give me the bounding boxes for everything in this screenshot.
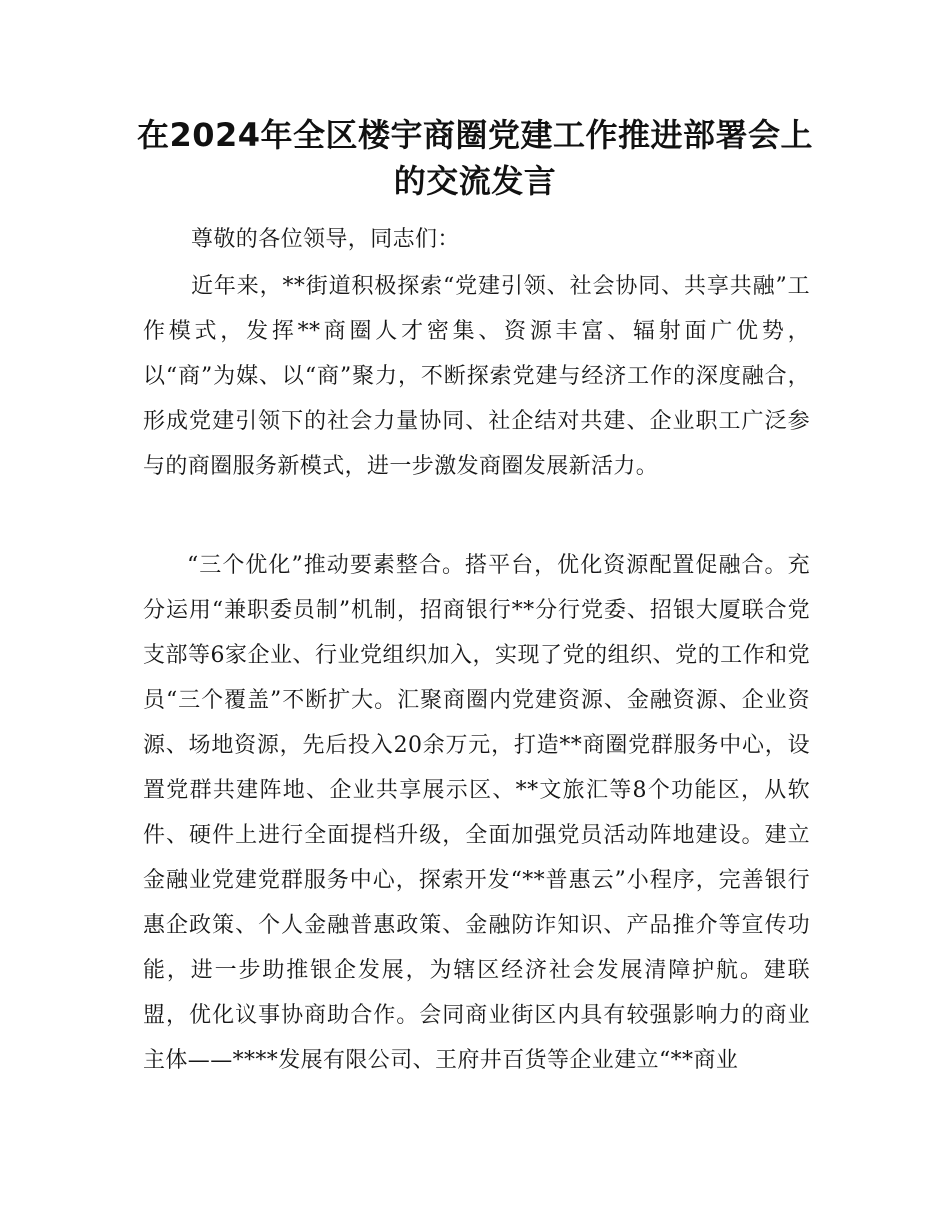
document-title-line-2: 的交流发言	[393, 162, 557, 200]
salutation: 尊敬的各位领导，同志们：	[191, 227, 460, 252]
paragraph-three-optimizations: “三个优化”推动要素整合。搭平台，优化资源配置促融合。充分运用“兼职委员制”机制，招商银行**分行党委、招银大厦联合党支部等6家企业、行业党组织加入，实现了党的组织、党的工作和党员“三个覆盖”不断扩大。汇聚商圈内党建资源、金融资源、企业资源、场地资源，先后投入20余万元，打造**商圈党群服务中心，设置党群共建阵地、企业共享展示区、**文旅汇等8个功能区，从软件、硬件上进行全面提档升级，全面加强党员活动阵地建设。建立金融业党建党群服务中心，探索开发“**普惠云”小程序，完善银行惠企政策、个人金融普惠政策、金融防诈知识、产品推介等宣传功能，进一步助推银企发展，为辖区经济社会发展清障护航。建联盟，优化议事协商助合作。会同商业街区内具有较强影响力的商业主体——****发展有限公司、王府井百货等企业建立“**商业	[143, 553, 810, 1073]
paragraph-intro: 近年来，**街道积极探索“党建引领、社会协同、共享共融”工作模式，发挥**商圈人才密集、资源丰富、辐射面广优势，以“商”为媒、以“商”聚力，不断探索党建与经济工作的深度融合，形成党建引领下的社会力量协同、社企结对共建、企业职工广泛参与的商圈服务新模式，进一步激发商圈发展新活力。	[143, 274, 810, 479]
document-title-line-1: 在2024年全区楼宇商圈党建工作推进部署会上	[136, 116, 814, 154]
